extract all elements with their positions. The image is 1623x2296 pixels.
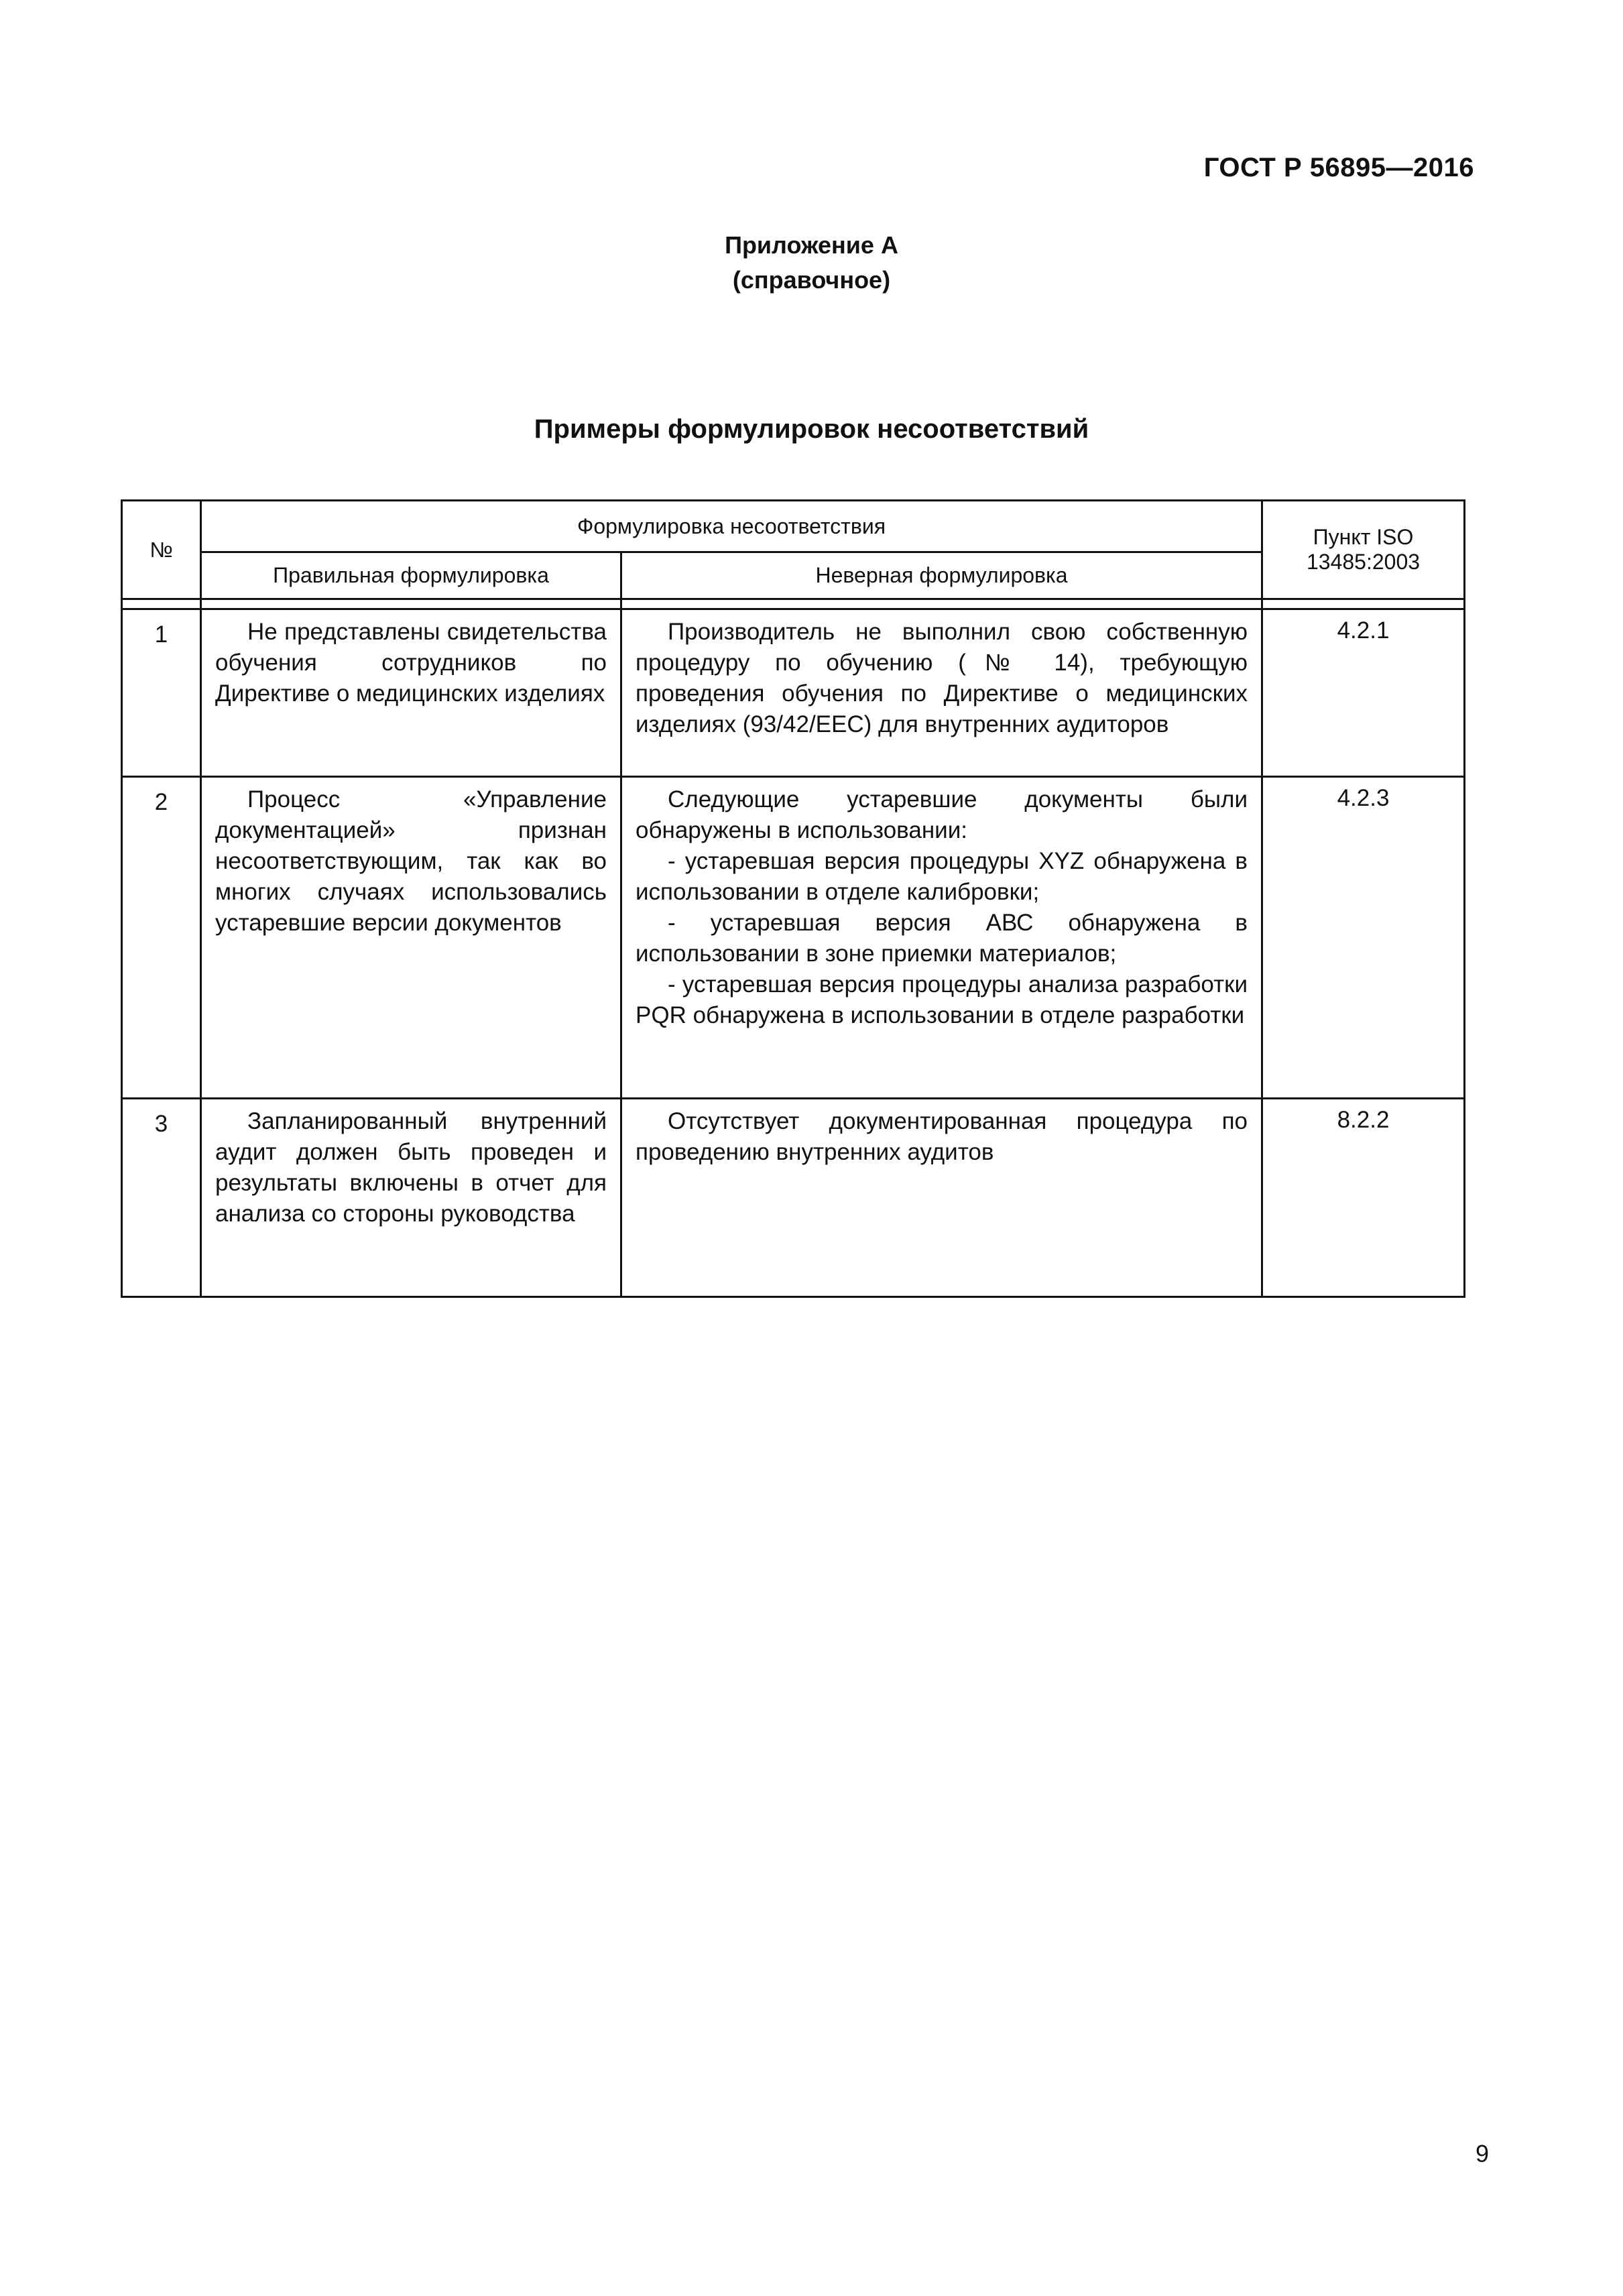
appendix-subtitle: (справочное) xyxy=(732,266,891,294)
table-title: Примеры формулировок несоответствий xyxy=(534,414,1089,444)
iso-header-line2: 13485:2003 xyxy=(1306,550,1421,574)
wrong-wording-item: - устаревшая версия процедуры XYZ обнаружена в использовании в отделе калибровки; xyxy=(636,848,1248,905)
row-number: 3 xyxy=(122,1099,201,1297)
nonconformity-table xyxy=(121,499,1465,1298)
col-header-wording: Формулировка несоответствия xyxy=(201,501,1262,552)
col-header-iso-clause xyxy=(1262,501,1465,599)
document-code: ГОСТ Р 56895—2016 xyxy=(1203,153,1474,182)
iso-clause: 8.2.2 xyxy=(1262,1099,1465,1297)
iso-clause: 4.2.3 xyxy=(1262,777,1465,1099)
iso-header-line1: Пункт ISO xyxy=(1313,525,1414,549)
iso-clause: 4.2.1 xyxy=(1262,609,1465,777)
appendix-title: Приложение А xyxy=(725,231,898,259)
table-row xyxy=(122,1099,1465,1297)
row-number: 2 xyxy=(122,777,201,1099)
header-gap-row xyxy=(122,599,1465,609)
appendix-heading xyxy=(0,228,1623,298)
table-row xyxy=(122,777,1465,1099)
wrong-wording-intro: Следующие устаревшие документы были обнаружены в использовании: xyxy=(636,786,1248,843)
wrong-wording: Отсутствует документированная процедура по проведению внутренних аудитов xyxy=(621,1099,1262,1297)
wrong-wording-item: - устаревшая версия АВС обнаружена в использовании в зоне приемки материалов; xyxy=(636,910,1248,967)
col-header-number: № xyxy=(122,501,201,599)
col-header-correct: Правильная формулировка xyxy=(201,552,621,599)
row-number: 1 xyxy=(122,609,201,777)
correct-wording: Процесс «Управление документацией» признан несоответствующим, так как во многих случаях использовались устаревшие версии документов xyxy=(201,777,621,1099)
col-header-wrong: Неверная формулировка xyxy=(621,552,1262,599)
correct-wording: Не представлены свидетельства обучения сотрудников по Директиве о медицинских изделиях xyxy=(201,609,621,777)
wrong-wording-item: - устаревшая версия процедуры анализа разработки PQR обнаружена в использовании в отделе разработки xyxy=(636,971,1248,1028)
table-row xyxy=(122,609,1465,777)
correct-wording: Запланированный внутренний аудит должен быть проведен и результаты включены в отчет для анализа со стороны руководства xyxy=(201,1099,621,1297)
wrong-wording xyxy=(621,777,1262,1099)
wrong-wording: Производитель не выполнил свою собственную процедуру по обучению (№ 14), требующую проведения обучения по Директиве о медицинских изделиях (93/42/EEC) для внутренних аудиторов xyxy=(621,609,1262,777)
page-number: 9 xyxy=(1475,2140,1489,2167)
